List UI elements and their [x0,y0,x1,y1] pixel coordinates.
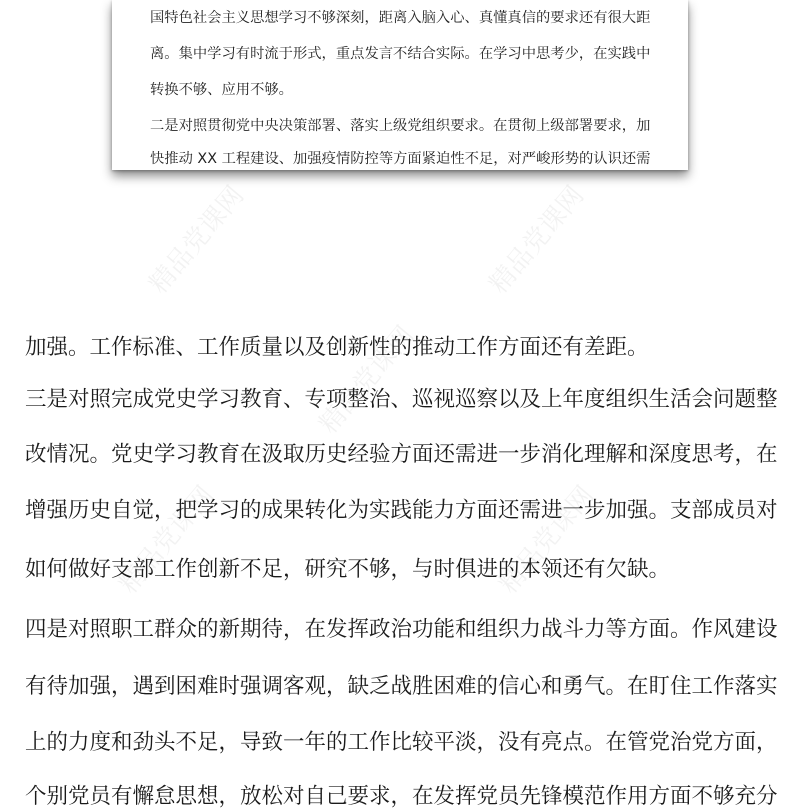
body-text-line: 加强。工作标准、工作质量以及创新性的推动工作方面还有差距。 [25,335,649,360]
card-text-line: 国特色社会主义思想学习不够深刻，距离入脑入心、真懂真信的要求还有很大距 [150,10,651,26]
body-text-line: 增强历史自觉，把学习的成果转化为实践能力方面还需进一步加强。支部成员对 [25,498,778,523]
watermark: 精品党课网 [113,480,221,600]
body-text-line: 有待加强，遇到困难时强调客观，缺乏战胜困难的信心和勇气。在盯住工作落实 [25,674,778,699]
body-text-line: 四是对照职工群众的新期待，在发挥政治功能和组织力战斗力等方面。作风建设 [25,617,778,642]
body-text-line: 如何做好支部工作创新不足，研究不够，与时俱进的本领还有欠缺。 [25,557,671,582]
body-text-line: 上的力度和劲头不足，导致一年的工作比较平淡，没有亮点。在管党治党方面， [25,730,778,755]
card-text-line: 转换不够、应用不够。 [150,82,293,98]
card-text-line: 二是对照贯彻党中央决策部署、落实上级党组织要求。在贯彻上级部署要求，加 [150,118,651,134]
watermark: 精品党课网 [483,180,591,300]
card-text-line: 离。集中学习有时流于形式，重点发言不结合实际。在学习中思考少，在实践中 [150,46,651,62]
document-preview-card [112,0,688,170]
body-text-line: 三是对照完成党史学习教育、专项整治、巡视巡察以及上年度组织生活会问题整 [25,387,778,412]
watermark: 精品党课网 [493,480,601,600]
watermark: 精品党课网 [313,320,421,440]
body-text-line: 个别党员有懈怠思想，放松对自己要求，在发挥党员先锋模范作用方面不够充分 [25,784,778,809]
card-text-line: 快推动 XX 工程建设、加强疫情防控等方面紧迫性不足，对严峻形势的认识还需 [150,151,651,167]
body-text-line: 改情况。党史学习教育在汲取历史经验方面还需进一步消化理解和深度思考，在 [25,442,778,467]
watermark: 精品党课网 [143,180,251,300]
